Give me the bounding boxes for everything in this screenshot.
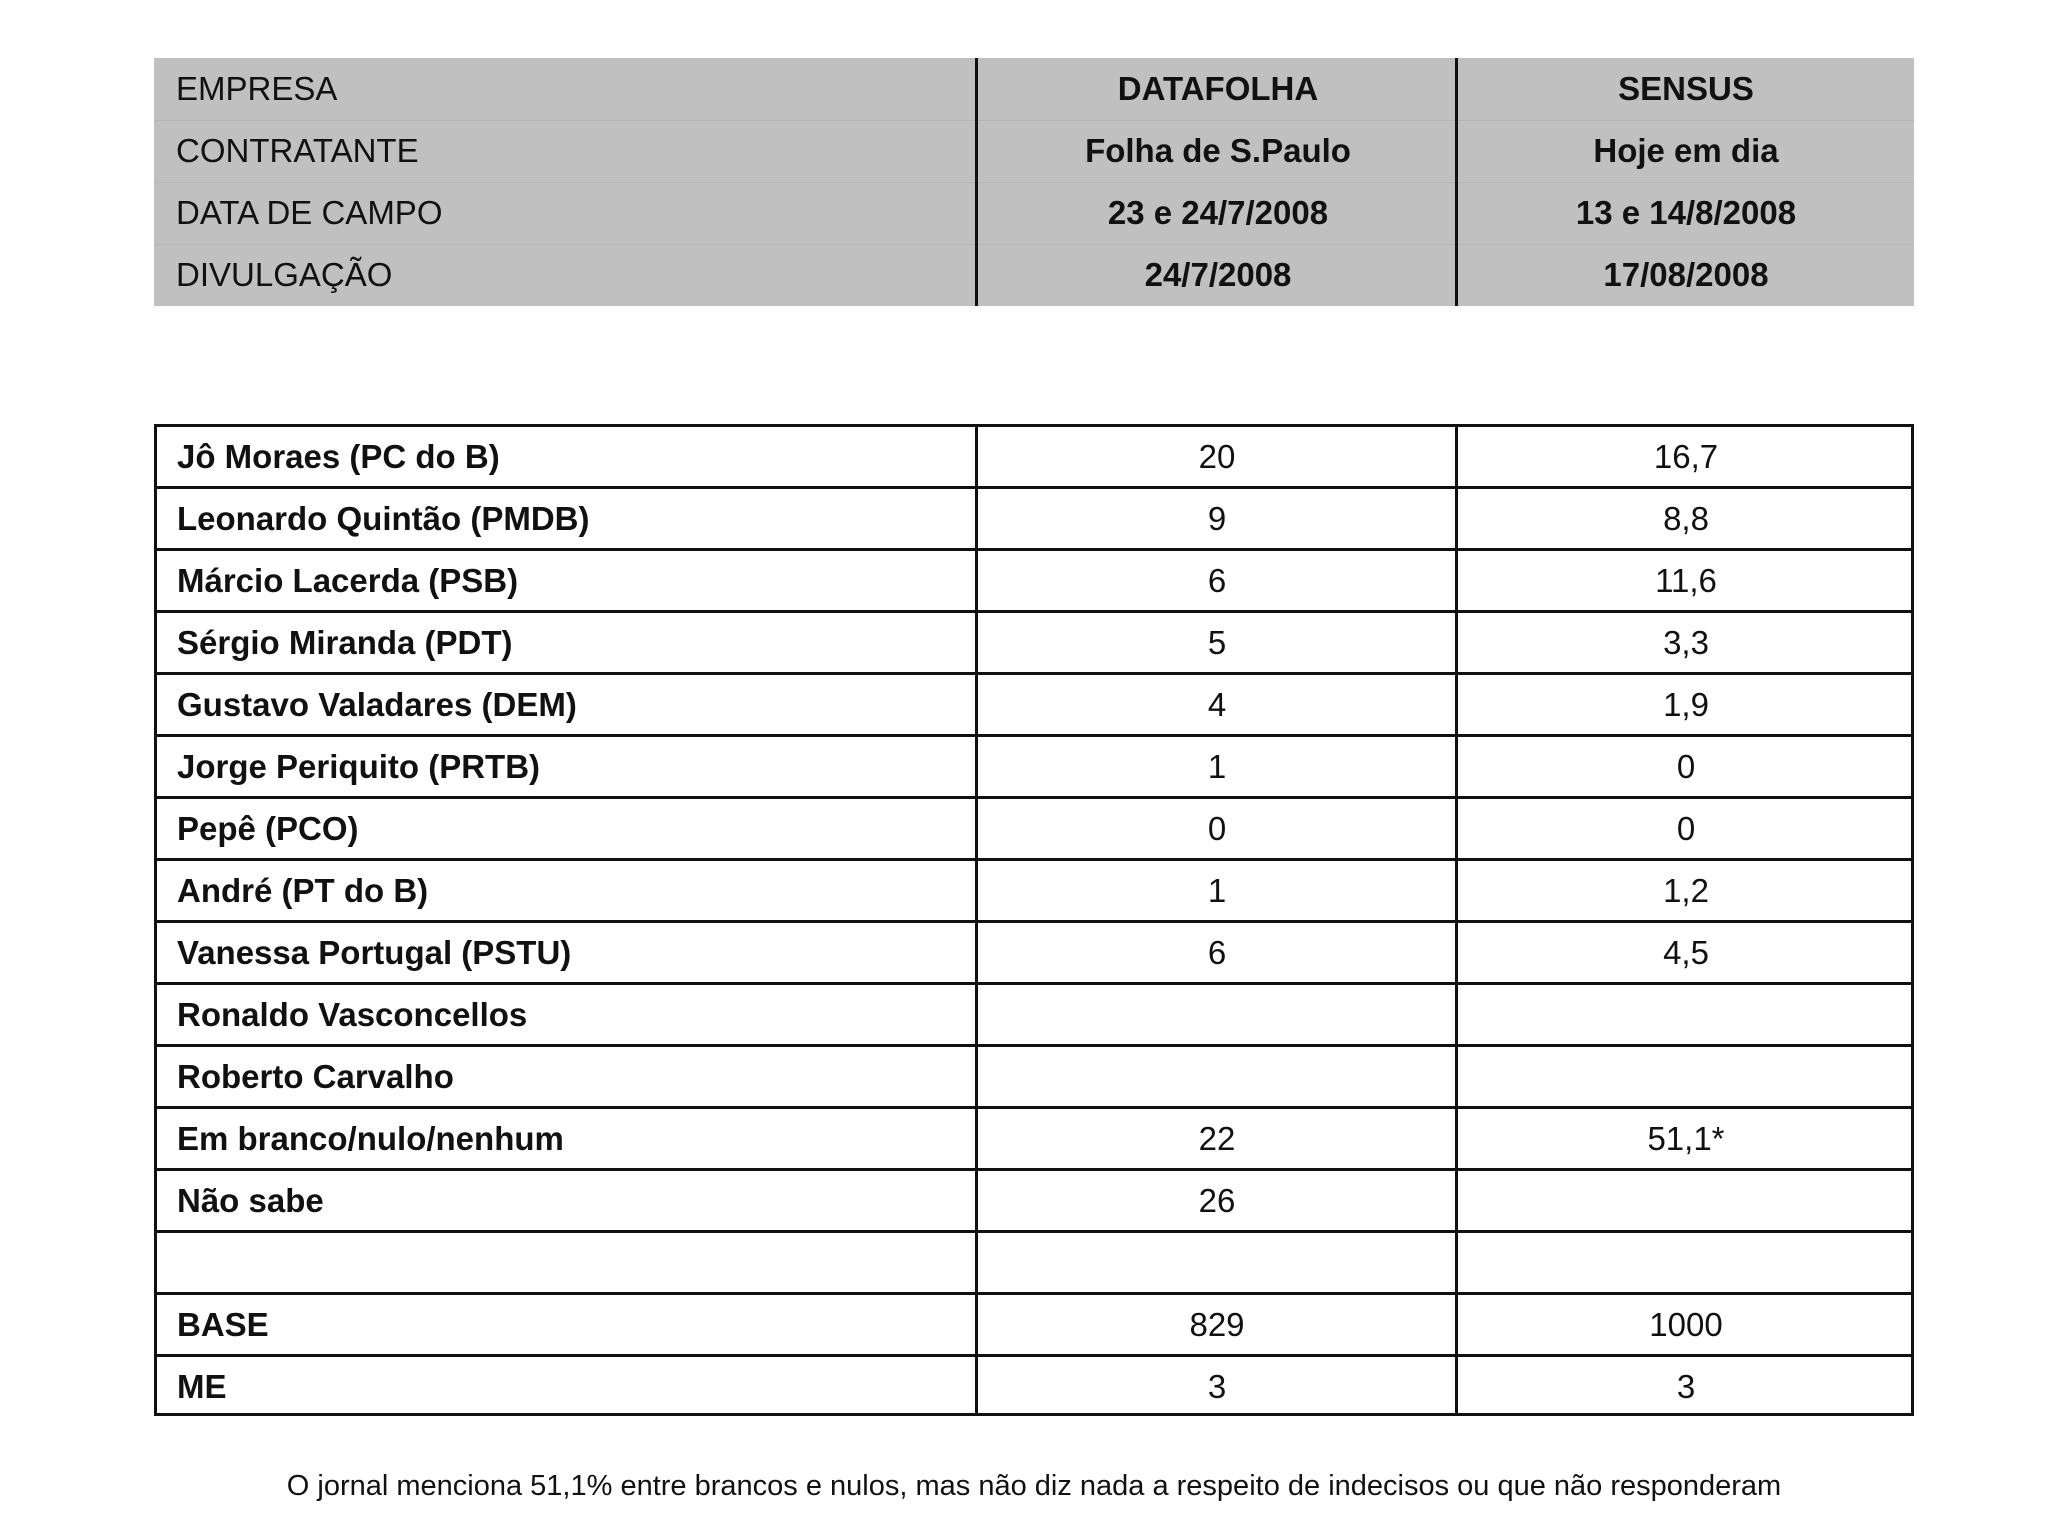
- datafolha-value: 0: [1207, 810, 1227, 847]
- datafolha-value: [977, 985, 1457, 1044]
- header-datafolha-value: 23 e 24/7/2008: [1107, 194, 1329, 231]
- sensus-value: 1000: [1649, 1306, 1723, 1343]
- header-row-divulgacao: [154, 244, 1914, 306]
- header-sensus-value: Hoje em dia: [1593, 132, 1779, 169]
- datafolha-value: 1: [1207, 872, 1227, 909]
- header-label: CONTRATANTE: [176, 132, 419, 169]
- header-row-empresa: [154, 58, 1914, 120]
- datafolha-value: 4: [1207, 686, 1227, 723]
- candidate-name: Roberto Carvalho: [177, 1058, 454, 1095]
- candidate-name: Jorge Periquito (PRTB): [177, 748, 541, 785]
- candidate-name: Ronaldo Vasconcellos: [177, 996, 528, 1033]
- candidate-name: Em branco/nulo/nenhum: [177, 1120, 564, 1157]
- sensus-value: 11,6: [1655, 562, 1717, 599]
- header-datafolha-value: DATAFOLHA: [1117, 70, 1319, 107]
- sensus-value: [1458, 985, 1914, 1044]
- sensus-value: 1,2: [1663, 872, 1709, 909]
- datafolha-value: [977, 1047, 1457, 1106]
- datafolha-value: 3: [1207, 1368, 1227, 1405]
- header-sensus-value: 13 e 14/8/2008: [1575, 194, 1797, 231]
- datafolha-value: 20: [1198, 438, 1236, 475]
- header-label: DIVULGAÇÃO: [176, 256, 393, 293]
- datafolha-value: [977, 1233, 1457, 1292]
- table-row: [157, 923, 1911, 985]
- header-label: EMPRESA: [176, 70, 338, 107]
- table-row: [157, 985, 1911, 1047]
- candidate-name: BASE: [177, 1306, 269, 1343]
- header-column-separator: [975, 58, 978, 306]
- candidate-name: André (PT do B): [177, 872, 429, 909]
- datafolha-value: 6: [1207, 562, 1227, 599]
- datafolha-value: 9: [1207, 500, 1227, 537]
- table-row: [157, 1357, 1911, 1419]
- table-row: [157, 1047, 1911, 1109]
- header-label: DATA DE CAMPO: [176, 194, 443, 231]
- sensus-value: [1458, 1047, 1914, 1106]
- table-row: [157, 427, 1911, 489]
- candidate-name: Leonardo Quintão (PMDB): [177, 500, 590, 537]
- candidate-name: Sérgio Miranda (PDT): [177, 624, 513, 661]
- header-sensus-value: 17/08/2008: [1603, 256, 1769, 293]
- column-separator: [1455, 427, 1458, 1413]
- candidate-name: Pepê (PCO): [177, 810, 359, 847]
- table-row: [157, 613, 1911, 675]
- table-row: [157, 551, 1911, 613]
- sensus-value: [1458, 1233, 1914, 1292]
- sensus-value: 1,9: [1663, 686, 1709, 723]
- header-datafolha-value: Folha de S.Paulo: [1085, 132, 1351, 169]
- column-separator: [975, 427, 978, 1413]
- sensus-value: 4,5: [1663, 934, 1709, 971]
- table-row: [157, 1109, 1911, 1171]
- header-sensus-value: SENSUS: [1618, 70, 1754, 107]
- sensus-value: 16,7: [1653, 438, 1719, 475]
- sensus-value: [1458, 1171, 1914, 1230]
- datafolha-value: 22: [1198, 1120, 1236, 1157]
- table-row: [157, 1171, 1911, 1233]
- table-row: [157, 861, 1911, 923]
- sensus-value: 3,3: [1663, 624, 1709, 661]
- datafolha-value: 5: [1207, 624, 1227, 661]
- candidate-name: Não sabe: [177, 1182, 324, 1219]
- sensus-value: 0: [1676, 748, 1696, 785]
- table-row: [157, 1295, 1911, 1357]
- table-row: [157, 737, 1911, 799]
- candidate-name: Márcio Lacerda (PSB): [177, 562, 519, 599]
- datafolha-value: 829: [1189, 1306, 1245, 1343]
- candidate-name: ME: [177, 1368, 227, 1405]
- candidate-name: Gustavo Valadares (DEM): [177, 686, 577, 723]
- poll-results-table: [154, 424, 1914, 1416]
- candidate-name: Vanessa Portugal (PSTU): [177, 934, 572, 971]
- header-column-separator: [1455, 58, 1458, 306]
- survey-info-table: [154, 58, 1914, 306]
- sensus-value: 51,1*: [1647, 1120, 1725, 1157]
- datafolha-value: 26: [1198, 1182, 1236, 1219]
- datafolha-value: 6: [1207, 934, 1227, 971]
- header-row-data-de-campo: [154, 182, 1914, 244]
- sensus-value: 3: [1676, 1368, 1696, 1405]
- candidate-name: [177, 1233, 957, 1292]
- table-row: [157, 799, 1911, 861]
- header-datafolha-value: 24/7/2008: [1144, 256, 1292, 293]
- header-row-contratante: [154, 120, 1914, 182]
- table-row: [157, 489, 1911, 551]
- datafolha-value: 1: [1207, 748, 1227, 785]
- candidate-name: Jô Moraes (PC do B): [177, 438, 500, 475]
- footnote: O jornal menciona 51,1% entre brancos e nulos, mas não diz nada a respeito de indecisos ou que não responderam: [286, 1470, 1782, 1502]
- sensus-value: 8,8: [1663, 500, 1709, 537]
- table-row: [157, 1233, 1911, 1295]
- sensus-value: 0: [1676, 810, 1696, 847]
- table-row: [157, 675, 1911, 737]
